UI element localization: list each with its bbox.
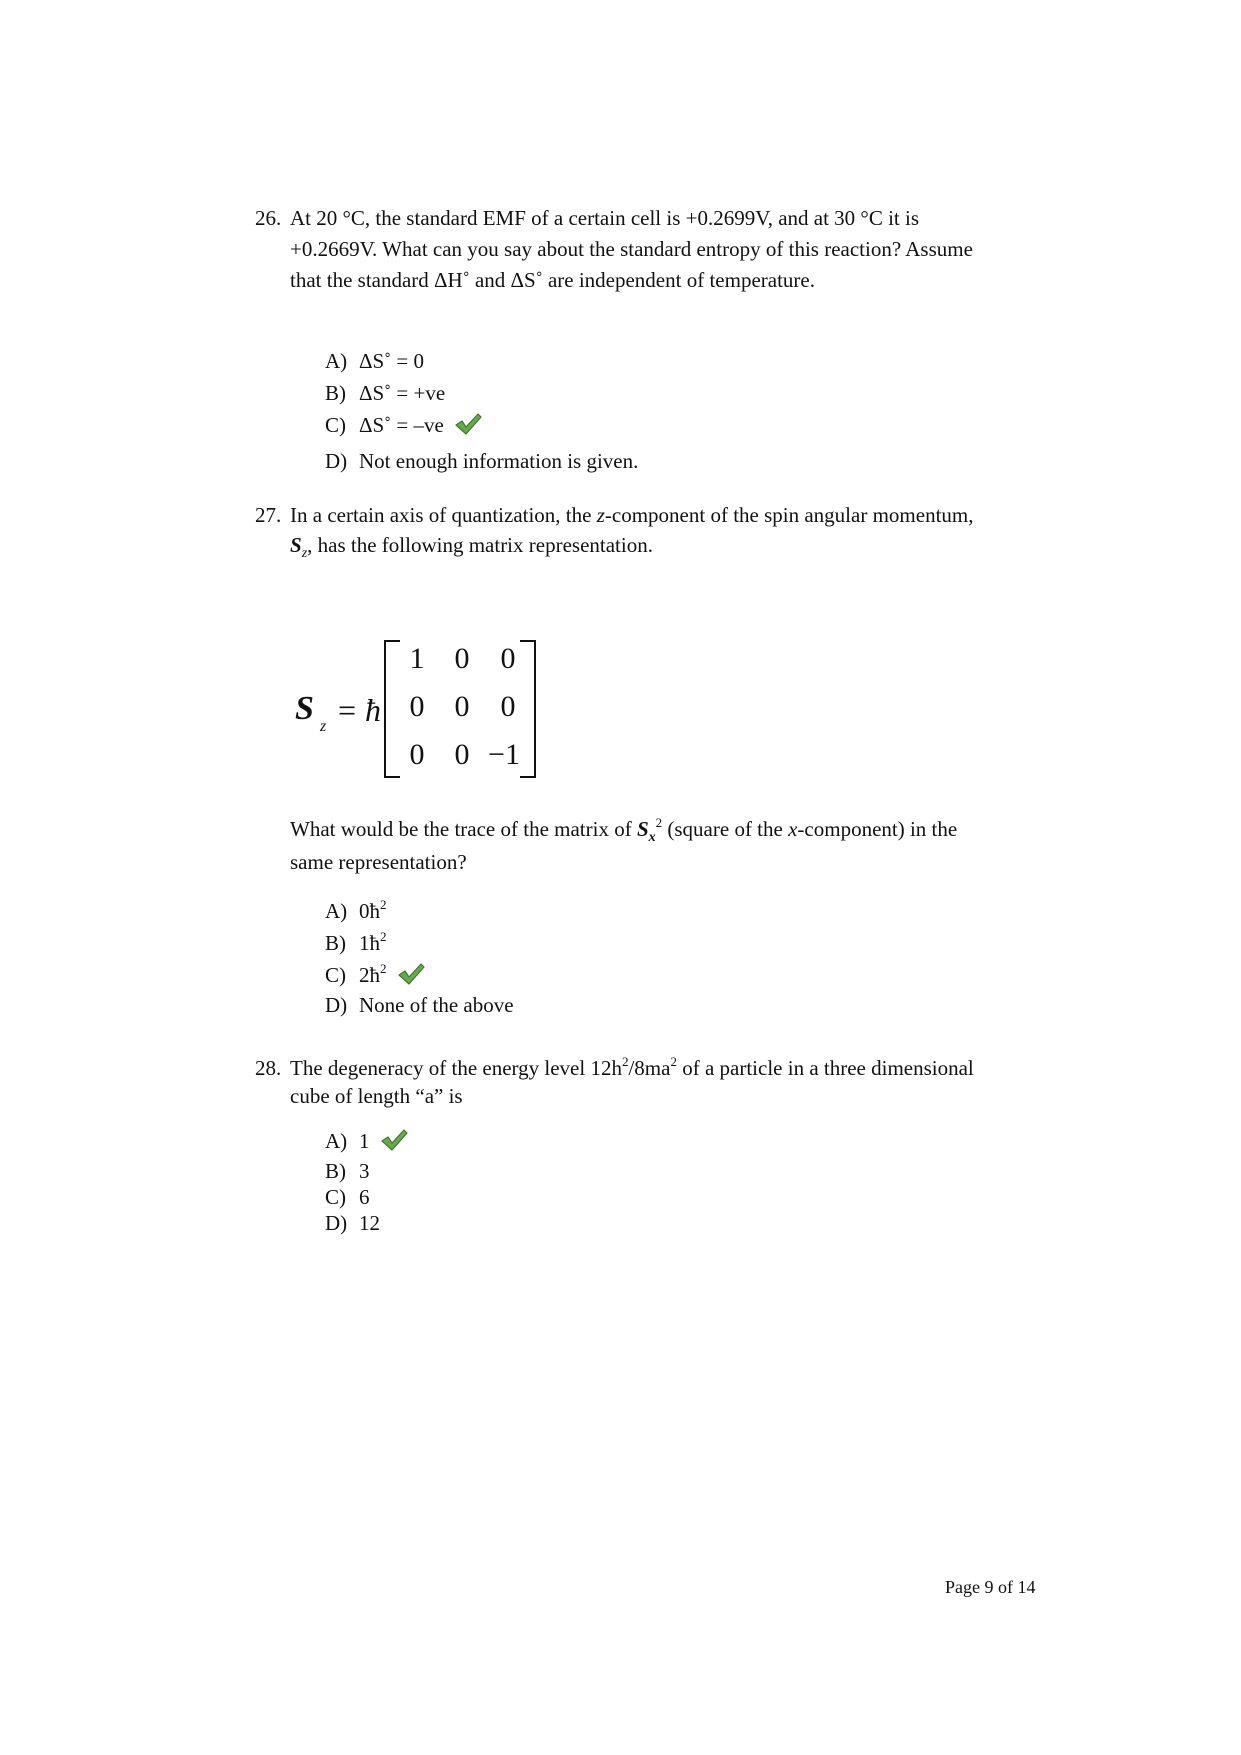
option-letter: D) <box>325 993 348 1017</box>
matrix-cell: 1 <box>409 642 425 675</box>
option-letter: D) <box>325 1211 348 1235</box>
options-28 <box>325 1128 408 1236</box>
checkmark-icon <box>454 412 482 445</box>
matrix-cell: 0 <box>409 738 425 771</box>
option-letter: C) <box>325 1185 346 1209</box>
matrix-cell: −1 <box>488 738 520 771</box>
option-text: 6 <box>359 1185 370 1209</box>
question-text: -component of the spin angular momentum, <box>604 503 974 527</box>
option-text: ΔS˚ = 0 <box>359 349 425 373</box>
question-number: 27. <box>255 503 282 527</box>
question-superscript: 2 <box>670 1054 677 1069</box>
question-27-followup <box>290 810 1090 875</box>
option-b <box>325 1158 408 1184</box>
option-text: 0ħ <box>359 899 380 923</box>
spin-matrix <box>290 640 590 780</box>
spin-subscript: z <box>301 546 308 561</box>
option-a <box>325 345 638 377</box>
option-letter: B) <box>325 1159 346 1183</box>
options-27 <box>325 892 514 1018</box>
question-text: The degeneracy of the energy level 12h <box>290 1056 622 1080</box>
question-text-line: same representation? <box>290 850 467 874</box>
option-d <box>325 1210 408 1236</box>
options-26 <box>325 345 638 477</box>
question-text-line: +0.2669V. What can you say about the standard entropy of this reaction? Assume <box>290 237 973 261</box>
option-d <box>325 445 638 477</box>
matrix-cell: 0 <box>409 690 425 723</box>
option-letter: C) <box>325 963 346 987</box>
option-letter: A) <box>325 1129 348 1153</box>
matrix-cell: 0 <box>454 690 470 723</box>
option-b <box>325 377 638 409</box>
question-number: 26. <box>255 206 282 230</box>
checkmark-icon <box>380 1128 408 1158</box>
option-text: Not enough information is given. <box>359 449 639 473</box>
option-d <box>325 992 514 1018</box>
option-superscript: 2 <box>380 961 387 976</box>
question-text: /8ma <box>628 1056 671 1080</box>
option-letter: B) <box>325 931 346 955</box>
checkmark-icon <box>397 962 425 992</box>
matrix-cell: 0 <box>500 690 516 723</box>
option-a <box>325 1128 408 1158</box>
matrix-lhs: S <box>295 690 314 727</box>
question-text: of a particle in a three dimensional <box>676 1056 974 1080</box>
matrix-cell: 0 <box>454 738 470 771</box>
option-superscript: 2 <box>380 929 387 944</box>
question-text: (square of the <box>662 817 789 841</box>
page-number: Page 9 of 14 <box>945 1577 1036 1597</box>
question-text-line: cube of length “a” is <box>290 1084 463 1108</box>
question-text-line: At 20 °C, the standard EMF of a certain cell is +0.2699V, and at 30 °C it is <box>290 206 919 230</box>
option-c <box>325 409 638 445</box>
matrix-lhs-subscript: z <box>320 718 327 735</box>
option-c <box>325 1184 408 1210</box>
option-b <box>325 924 514 956</box>
matrix-equals: = <box>338 692 357 728</box>
question-text: z <box>596 503 605 527</box>
question-superscript: 2 <box>621 1054 629 1069</box>
spin-symbol: S <box>636 817 649 841</box>
option-letter: B) <box>325 381 346 405</box>
question-number: 28. <box>255 1056 282 1080</box>
matrix-cell: 0 <box>454 642 470 675</box>
option-letter: A) <box>325 899 348 923</box>
question-text: , has the following matrix representation. <box>307 533 653 557</box>
matrix-cell: 0 <box>500 642 516 675</box>
question-28 <box>255 1048 1055 1110</box>
option-letter: C) <box>325 413 346 437</box>
option-c <box>325 956 514 992</box>
option-text: None of the above <box>359 993 514 1017</box>
option-superscript: 2 <box>380 897 387 912</box>
option-a <box>325 892 514 924</box>
option-text: 2ħ <box>359 963 380 987</box>
spin-symbol: S <box>290 533 302 557</box>
option-text: 1 <box>359 1129 370 1153</box>
question-text: In a certain axis of quantization, the <box>290 503 597 527</box>
option-text: ΔS˚ = –ve <box>359 413 444 437</box>
option-text: ΔS˚ = +ve <box>359 381 446 405</box>
spin-subscript: x <box>648 830 656 845</box>
option-text: 3 <box>359 1159 370 1183</box>
option-text: 1ħ <box>359 931 380 955</box>
question-26 <box>255 203 1055 296</box>
question-text-line: that the standard ΔH˚ and ΔS˚ are independent of temperature. <box>290 268 815 292</box>
spin-superscript: 2 <box>655 815 663 830</box>
question-27 <box>255 500 1055 569</box>
option-letter: D) <box>325 449 348 473</box>
question-text: -component) in the <box>797 817 958 841</box>
question-text: What would be the trace of the matrix of <box>290 817 637 841</box>
option-text: 12 <box>359 1211 380 1235</box>
option-letter: A) <box>325 349 348 373</box>
matrix-hbar: ħ <box>365 692 381 728</box>
question-text: x <box>788 817 798 841</box>
